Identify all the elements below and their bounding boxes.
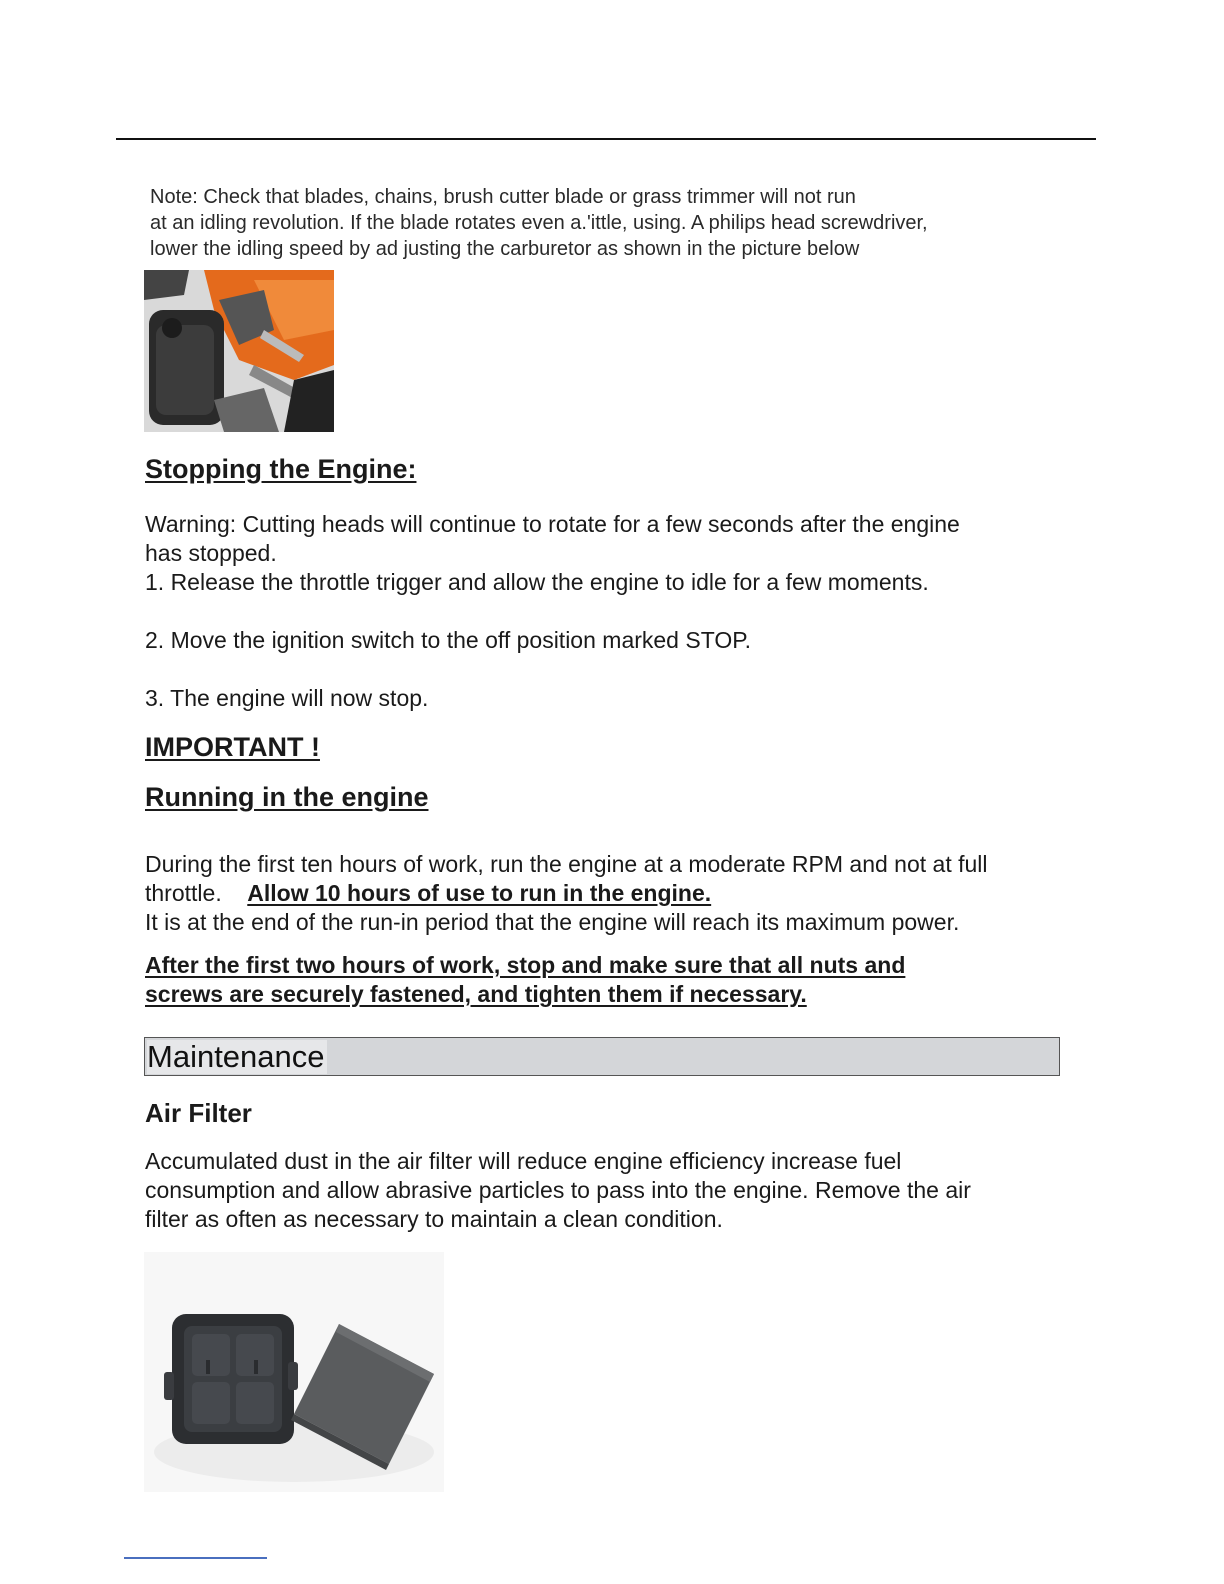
fasten-warning-line-1: After the first two hours of work, stop and make sure that all nuts and	[145, 952, 906, 978]
running-in-line-2	[145, 879, 711, 908]
note-line-3: lower the idling speed by ad justing the carburetor as shown in the picture below	[150, 238, 860, 260]
maintenance-section-bar	[144, 1037, 1060, 1076]
running-in-allow-hours: Allow 10 hours of use to run in the engine.	[247, 880, 712, 906]
footnote-divider	[124, 1557, 267, 1559]
important-heading: IMPORTANT !	[145, 732, 320, 762]
running-in-line-1: During the first ten hours of work, run the engine at a moderate RPM and not at full	[145, 851, 988, 877]
air-filter-line-2: consumption and allow abrasive particles to pass into the engine. Remove the air	[145, 1177, 971, 1203]
running-in-throttle-text: throttle.	[145, 880, 222, 906]
air-filter-heading: Air Filter	[145, 1098, 252, 1128]
air-filter-line-1: Accumulated dust in the air filter will reduce engine efficiency increase fuel	[145, 1148, 902, 1174]
maintenance-title: Maintenance	[147, 1039, 325, 1074]
running-in-heading: Running in the engine	[145, 782, 429, 812]
stopping-step-2: 2. Move the ignition switch to the off position marked STOP.	[145, 627, 751, 653]
carburetor-adjustment-photo	[144, 270, 334, 432]
note-line-1: Note: Check that blades, chains, brush cutter blade or grass trimmer will not run	[150, 186, 856, 208]
stopping-engine-heading: Stopping the Engine:	[145, 454, 417, 484]
fasten-warning-line-2: screws are securely fastened, and tighten them if necessary.	[145, 981, 807, 1007]
stopping-step-1: 1. Release the throttle trigger and allow the engine to idle for a few moments.	[145, 569, 929, 595]
air-filter-photo	[144, 1252, 444, 1492]
stopping-warning-line-1: Warning: Cutting heads will continue to rotate for a few seconds after the engine	[145, 511, 960, 537]
air-filter-line-3: filter as often as necessary to maintain a clean condition.	[145, 1206, 723, 1232]
carburetor-note	[150, 184, 1050, 262]
stopping-step-3: 3. The engine will now stop.	[145, 685, 429, 711]
stopping-warning-line-2: has stopped.	[145, 540, 277, 566]
note-line-2: at an idling revolution. If the blade rotates even a.'ittle, using. A philips head screwdriver,	[150, 212, 928, 234]
running-in-line-3: It is at the end of the run-in period that the engine will reach its maximum power.	[145, 909, 960, 935]
top-divider	[116, 138, 1096, 140]
